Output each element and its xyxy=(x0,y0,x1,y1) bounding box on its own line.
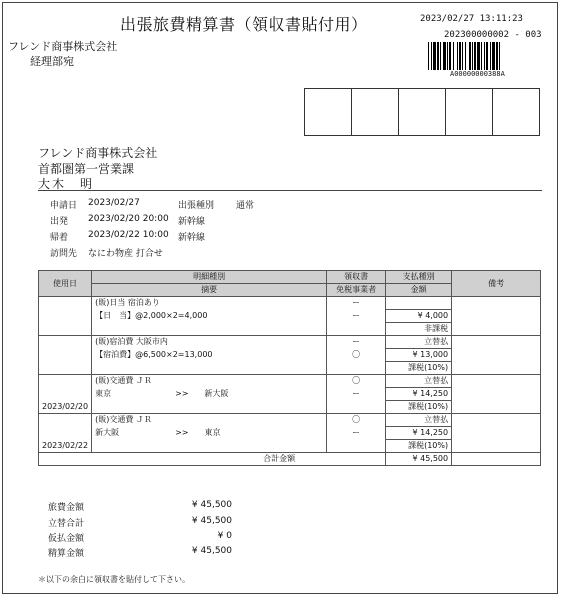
apply-date-label: 申請日 xyxy=(50,201,78,211)
return-label: 帰着 xyxy=(50,233,69,243)
visit-destination: なにわ物産 打合せ xyxy=(88,249,163,259)
row-tax: 課税(10%) xyxy=(386,440,452,453)
timestamp: 2023/02/27 13:11:23 xyxy=(420,14,523,24)
applicant-name: 大木 明 xyxy=(38,177,95,191)
row-pay-type xyxy=(386,297,452,310)
row-amount: ¥ 14,250 xyxy=(386,388,452,401)
depart-mode: 新幹線 xyxy=(178,217,206,227)
approval-stamp-boxes xyxy=(305,88,540,136)
expense-detail-table xyxy=(38,270,541,466)
stamp-box xyxy=(398,88,446,136)
advance-total: ¥ 45,500 xyxy=(191,516,232,526)
trip-type-label: 出張種別 xyxy=(178,201,215,211)
settlement-label: 精算金額 xyxy=(48,549,85,559)
row-line1: (販)宿泊費 大阪市内 xyxy=(92,336,327,349)
total-amount: ¥ 45,500 xyxy=(386,453,452,466)
row-note xyxy=(452,336,541,375)
row-taxfree: ー xyxy=(327,388,386,401)
stamp-box xyxy=(304,88,352,136)
row-taxfree: 〇 xyxy=(327,349,386,362)
table-row xyxy=(39,297,541,310)
applicant-company: フレンド商事株式会社 xyxy=(38,146,158,160)
row-line1: (販)日当 宿泊あり xyxy=(92,297,327,310)
return-mode: 新幹線 xyxy=(178,233,206,243)
header-summary: 摘要 xyxy=(92,284,327,297)
header-note: 備考 xyxy=(452,271,541,297)
row-taxfree: ー xyxy=(327,310,386,323)
row-amount: ¥ 14,250 xyxy=(386,427,452,440)
row-line1: (販)交通費 ＪＲ xyxy=(92,414,327,427)
header-detail-type: 明細種別 xyxy=(92,271,327,284)
trip-type: 通常 xyxy=(236,201,255,211)
apply-date: 2023/02/27 xyxy=(88,198,140,208)
total-label: 合計金額 xyxy=(39,453,386,466)
row-date: 2023/02/20 xyxy=(39,375,92,414)
row-tax: 非課税 xyxy=(386,323,452,336)
total-row xyxy=(39,453,541,466)
row-pay-type: 立替払 xyxy=(386,375,452,388)
row-tax: 課税(10%) xyxy=(386,401,452,414)
document-title: 出張旅費精算書（領収書貼付用） xyxy=(120,15,368,34)
row-date: 2023/02/22 xyxy=(39,414,92,453)
barcode-text: A00000000388A xyxy=(450,70,505,78)
header-date: 使用日 xyxy=(39,271,92,297)
receipt-note: ＊以下の余白に領収書を貼付して下さい。 xyxy=(38,575,190,584)
depart-label: 出発 xyxy=(50,217,69,227)
divider xyxy=(38,190,542,191)
row-note xyxy=(452,414,541,453)
prepaid-label: 仮払金額 xyxy=(48,534,85,544)
stamp-box xyxy=(445,88,493,136)
row-tax: 課税(10%) xyxy=(386,362,452,375)
travel-amount: ¥ 45,500 xyxy=(191,500,232,510)
row-date xyxy=(39,297,92,336)
stamp-box xyxy=(492,88,540,136)
settlement-amount: ¥ 45,500 xyxy=(191,546,232,556)
addressee-company: フレンド商事株式会社 xyxy=(8,40,118,53)
row-line2: 【宿泊費】@6,500×2=13,000 xyxy=(92,349,327,362)
header-receipt: 領収書 xyxy=(327,271,386,284)
header-pay-type: 支払種別 xyxy=(386,271,452,284)
row-receipt: 〇 xyxy=(327,414,386,427)
row-line1: (販)交通費 ＪＲ xyxy=(92,375,327,388)
row-note xyxy=(452,297,541,336)
advance-total-label: 立替合計 xyxy=(48,519,85,529)
row-pay-type: 立替払 xyxy=(386,336,452,349)
row-line2: 新大阪 >> 東京 xyxy=(92,427,327,440)
row-taxfree: ー xyxy=(327,427,386,440)
document-number: 202300000002 - 003 xyxy=(444,30,542,40)
table-row xyxy=(39,336,541,349)
visit-label: 訪問先 xyxy=(50,249,78,259)
header-taxfree: 免税事業者 xyxy=(327,284,386,297)
row-date xyxy=(39,336,92,375)
row-receipt: ー xyxy=(327,336,386,349)
row-note xyxy=(452,375,541,414)
row-receipt: 〇 xyxy=(327,375,386,388)
barcode-image xyxy=(428,42,552,70)
row-line2: 【日 当】@2,000×2=4,000 xyxy=(92,310,327,323)
table-row xyxy=(39,375,541,388)
row-receipt: ー xyxy=(327,297,386,310)
table-row xyxy=(39,414,541,427)
travel-amount-label: 旅費金額 xyxy=(48,503,85,513)
depart-datetime: 2023/02/20 20:00 xyxy=(88,214,169,224)
stamp-box xyxy=(351,88,399,136)
header-amount: 金額 xyxy=(386,284,452,297)
addressee-dept: 経理部宛 xyxy=(30,55,74,68)
prepaid-amount: ¥ 0 xyxy=(217,531,232,541)
applicant-department: 首都圏第一営業課 xyxy=(38,162,135,176)
row-amount: ¥ 4,000 xyxy=(386,310,452,323)
row-amount: ¥ 13,000 xyxy=(386,349,452,362)
return-datetime: 2023/02/22 10:00 xyxy=(88,230,169,240)
row-line2: 東京 >> 新大阪 xyxy=(92,388,327,401)
row-pay-type: 立替払 xyxy=(386,414,452,427)
